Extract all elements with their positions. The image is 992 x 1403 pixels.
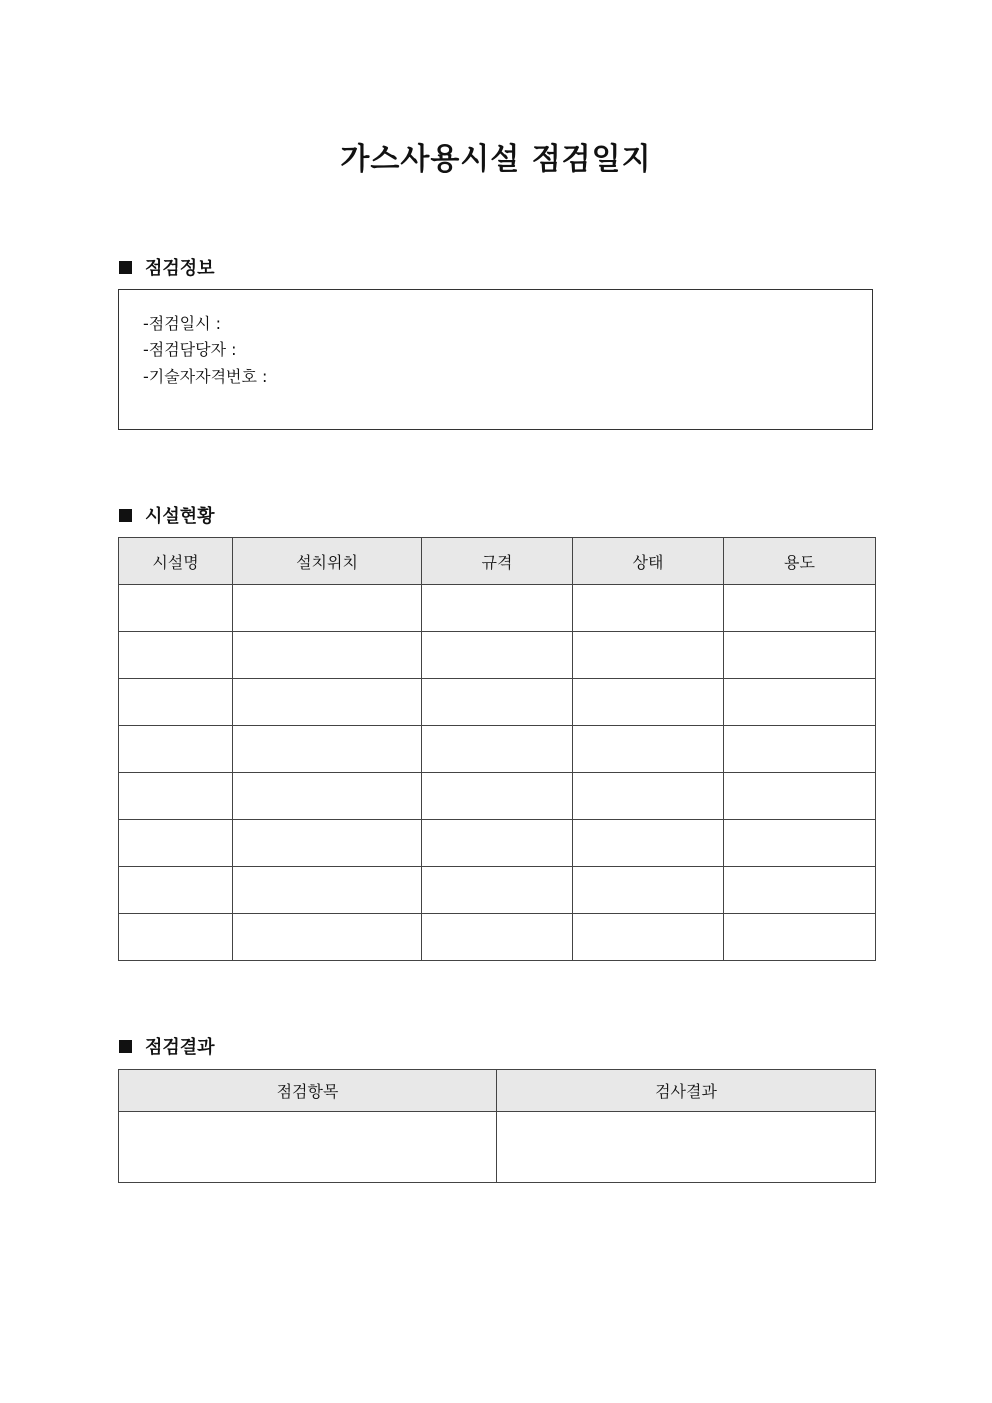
inspection-result-table xyxy=(118,1069,876,1183)
facility-status-table xyxy=(118,537,876,961)
column-header-facility-name: 시설명 xyxy=(119,538,233,585)
table-header-row xyxy=(119,1070,876,1112)
table-cell[interactable] xyxy=(119,632,233,679)
table-cell[interactable] xyxy=(422,726,573,773)
technician-license-line: -기술자자격번호 : xyxy=(143,367,268,386)
table-cell[interactable] xyxy=(422,914,573,961)
table-cell[interactable] xyxy=(422,632,573,679)
column-header-usage: 용도 xyxy=(724,538,876,585)
table-cell[interactable] xyxy=(119,726,233,773)
table-cell[interactable] xyxy=(573,773,724,820)
table-cell[interactable] xyxy=(119,914,233,961)
table-cell[interactable] xyxy=(233,773,422,820)
table-cell[interactable] xyxy=(233,867,422,914)
table-cell[interactable] xyxy=(119,867,233,914)
table-row xyxy=(119,867,876,914)
table-cell[interactable] xyxy=(233,820,422,867)
table-cell[interactable] xyxy=(497,1112,876,1183)
table-cell[interactable] xyxy=(724,914,876,961)
table-cell[interactable] xyxy=(233,632,422,679)
table-row xyxy=(119,585,876,632)
table-cell[interactable] xyxy=(119,773,233,820)
inspection-datetime-line: -점검일시 : xyxy=(143,314,222,333)
table-cell[interactable] xyxy=(233,679,422,726)
table-cell[interactable] xyxy=(573,867,724,914)
table-cell[interactable] xyxy=(233,585,422,632)
table-cell[interactable] xyxy=(724,820,876,867)
table-cell[interactable] xyxy=(233,726,422,773)
column-header-spec: 규격 xyxy=(422,538,573,585)
square-bullet-icon xyxy=(119,261,132,274)
table-cell[interactable] xyxy=(573,726,724,773)
column-header-inspection-item: 점검항목 xyxy=(119,1070,497,1112)
table-row xyxy=(119,820,876,867)
table-cell[interactable] xyxy=(724,679,876,726)
inspector-line: -점검담당자 : xyxy=(143,340,237,359)
table-cell[interactable] xyxy=(724,632,876,679)
table-cell[interactable] xyxy=(422,820,573,867)
column-header-test-result: 검사결과 xyxy=(497,1070,876,1112)
table-cell[interactable] xyxy=(119,679,233,726)
table-row xyxy=(119,679,876,726)
table-row xyxy=(119,914,876,961)
table-cell[interactable] xyxy=(573,585,724,632)
section-heading-label: 시설현황 xyxy=(145,506,215,527)
table-cell[interactable] xyxy=(422,773,573,820)
table-cell[interactable] xyxy=(233,914,422,961)
table-cell[interactable] xyxy=(422,867,573,914)
table-cell[interactable] xyxy=(119,1112,497,1183)
column-header-status: 상태 xyxy=(573,538,724,585)
table-cell[interactable] xyxy=(119,585,233,632)
table-cell[interactable] xyxy=(724,867,876,914)
table-cell[interactable] xyxy=(724,773,876,820)
inspection-info-box xyxy=(118,289,873,430)
table-cell[interactable] xyxy=(573,914,724,961)
table-row xyxy=(119,726,876,773)
table-cell[interactable] xyxy=(573,632,724,679)
table-cell[interactable] xyxy=(573,679,724,726)
table-row xyxy=(119,632,876,679)
table-cell[interactable] xyxy=(724,726,876,773)
square-bullet-icon xyxy=(119,509,132,522)
table-cell[interactable] xyxy=(422,585,573,632)
section-heading-facility-status xyxy=(119,502,215,528)
table-cell[interactable] xyxy=(119,820,233,867)
table-row xyxy=(119,773,876,820)
section-heading-label: 점검정보 xyxy=(145,258,215,279)
document-title: 가스사용시설 점검일지 xyxy=(340,142,652,177)
column-header-install-location: 설치위치 xyxy=(233,538,422,585)
section-heading-label: 점검결과 xyxy=(145,1037,215,1058)
table-cell[interactable] xyxy=(724,585,876,632)
table-cell[interactable] xyxy=(573,820,724,867)
section-heading-inspection-info xyxy=(119,254,215,280)
table-cell[interactable] xyxy=(422,679,573,726)
table-row xyxy=(119,1112,876,1183)
square-bullet-icon xyxy=(119,1040,132,1053)
table-header-row xyxy=(119,538,876,585)
section-heading-inspection-result xyxy=(119,1033,215,1059)
